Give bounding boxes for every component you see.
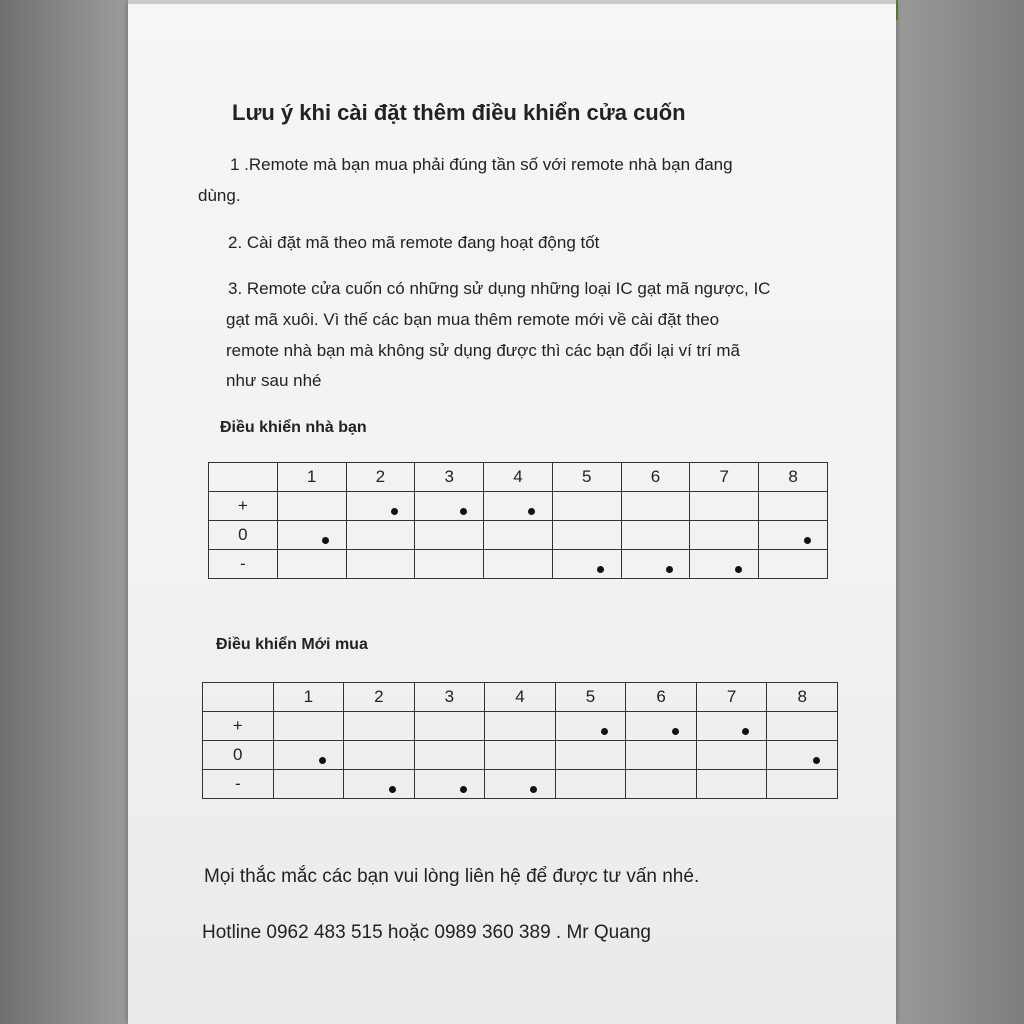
code-cell (759, 492, 828, 521)
code-cell (415, 550, 484, 579)
code-table-current (208, 462, 828, 579)
table-row (203, 770, 838, 799)
code-cell (344, 712, 415, 741)
table-row (203, 741, 838, 770)
code-cell (414, 741, 485, 770)
note-item-3-line-4: như sau nhé (226, 371, 322, 390)
position-dot-icon (666, 566, 673, 573)
table-row (209, 492, 828, 521)
row-label: 0 (203, 741, 274, 770)
code-cell (696, 741, 767, 770)
column-header-1: 1 (273, 683, 344, 712)
code-table-new (202, 682, 838, 799)
code-cell (555, 741, 626, 770)
code-cell (621, 521, 690, 550)
code-cell (696, 770, 767, 799)
row-label: - (203, 770, 274, 799)
code-cell (552, 492, 621, 521)
column-header-8: 8 (767, 683, 838, 712)
row-label: + (203, 712, 274, 741)
code-cell (415, 521, 484, 550)
code-cell (346, 492, 415, 521)
table-row (203, 712, 838, 741)
code-cell (346, 521, 415, 550)
note-item-3-line-2: gạt mã xuôi. Vì thế các bạn mua thêm remote mới về cài đặt theo (226, 310, 720, 329)
code-cell (759, 521, 828, 550)
column-header-1: 1 (277, 463, 346, 492)
table-header-row (203, 683, 838, 712)
position-dot-icon (672, 728, 679, 735)
code-cell (767, 712, 838, 741)
position-dot-icon (391, 508, 398, 515)
column-header-8: 8 (759, 463, 828, 492)
code-cell (626, 741, 697, 770)
code-cell (485, 741, 556, 770)
code-cell (273, 741, 344, 770)
column-header-5: 5 (552, 463, 621, 492)
row-label: 0 (209, 521, 278, 550)
position-dot-icon (389, 786, 396, 793)
table-corner-cell (209, 463, 278, 492)
paper-sheet (128, 0, 896, 1024)
code-cell (626, 712, 697, 741)
document-title: Lưu ý khi cài đặt thêm điều khiển cửa cuốn (232, 100, 686, 125)
code-cell (273, 770, 344, 799)
table-header-row (209, 463, 828, 492)
position-dot-icon (601, 728, 608, 735)
footer-hotline: Hotline 0962 483 515 hoặc 0989 360 389 . Mr Quang (202, 922, 651, 943)
code-cell (485, 770, 556, 799)
note-item-1-line-2: dùng. (198, 186, 241, 205)
position-dot-icon (804, 537, 811, 544)
code-cell (555, 770, 626, 799)
position-dot-icon (322, 537, 329, 544)
code-cell (696, 712, 767, 741)
table-row (209, 550, 828, 579)
code-cell (414, 770, 485, 799)
column-header-3: 3 (415, 463, 484, 492)
note-item-1-line-1: 1 .Remote mà bạn mua phải đúng tần số với remote nhà bạn đang (230, 155, 733, 174)
column-header-2: 2 (346, 463, 415, 492)
code-cell (767, 770, 838, 799)
code-cell (484, 550, 553, 579)
column-header-4: 4 (485, 683, 556, 712)
position-dot-icon (530, 786, 537, 793)
code-cell (690, 521, 759, 550)
position-dot-icon (460, 508, 467, 515)
code-cell (484, 521, 553, 550)
code-cell (626, 770, 697, 799)
background-left (0, 0, 130, 1024)
code-cell (414, 712, 485, 741)
code-cell (555, 712, 626, 741)
column-header-6: 6 (626, 683, 697, 712)
column-header-3: 3 (414, 683, 485, 712)
position-dot-icon (742, 728, 749, 735)
column-header-7: 7 (690, 463, 759, 492)
position-dot-icon (460, 786, 467, 793)
code-cell (344, 770, 415, 799)
code-cell (690, 492, 759, 521)
position-dot-icon (319, 757, 326, 764)
table-1-heading: Điều khiển nhà bạn (220, 419, 367, 436)
table-row (209, 521, 828, 550)
code-cell (484, 492, 553, 521)
code-cell (277, 521, 346, 550)
footer-note: Mọi thắc mắc các bạn vui lòng liên hệ để được tư vấn nhé. (204, 866, 700, 887)
code-cell (415, 492, 484, 521)
position-dot-icon (597, 566, 604, 573)
position-dot-icon (528, 508, 535, 515)
table-corner-cell (203, 683, 274, 712)
code-cell (552, 521, 621, 550)
code-cell (344, 741, 415, 770)
row-label: + (209, 492, 278, 521)
note-item-3-line-3: remote nhà bạn mà không sử dụng được thì các bạn đổi lại ví trí mã (226, 341, 740, 360)
code-cell (485, 712, 556, 741)
code-cell (621, 550, 690, 579)
column-header-7: 7 (696, 683, 767, 712)
column-header-2: 2 (344, 683, 415, 712)
code-cell (277, 492, 346, 521)
position-dot-icon (813, 757, 820, 764)
row-label: - (209, 550, 278, 579)
position-dot-icon (735, 566, 742, 573)
sheet-top-edge (128, 0, 896, 4)
background-right (890, 0, 1024, 1024)
code-cell (277, 550, 346, 579)
column-header-5: 5 (555, 683, 626, 712)
code-cell (346, 550, 415, 579)
code-cell (273, 712, 344, 741)
code-cell (767, 741, 838, 770)
code-cell (621, 492, 690, 521)
code-cell (759, 550, 828, 579)
table-2-heading: Điều khiển Mới mua (216, 636, 368, 653)
code-cell (552, 550, 621, 579)
code-cell (690, 550, 759, 579)
note-item-2-line-1: 2. Cài đặt mã theo mã remote đang hoạt động tốt (228, 233, 600, 252)
column-header-4: 4 (484, 463, 553, 492)
column-header-6: 6 (621, 463, 690, 492)
note-item-3-line-1: 3. Remote cửa cuốn có những sử dụng những loại IC gạt mã ngược, IC (228, 279, 771, 298)
